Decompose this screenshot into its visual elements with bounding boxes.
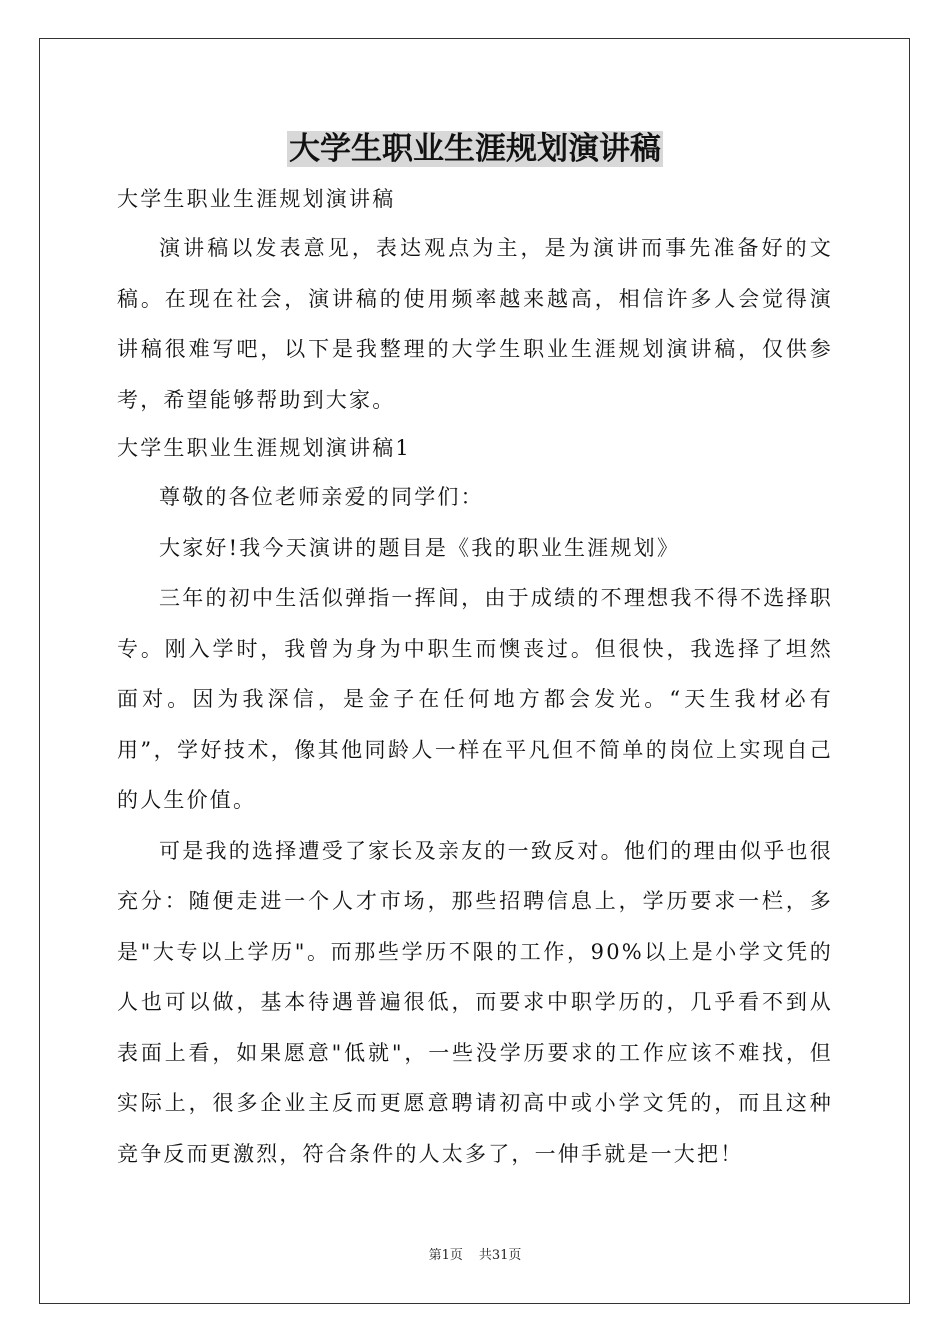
document-body [117, 176, 833, 1179]
body-paragraph: 三年的初中生活似弹指一挥间，由于成绩的不理想我不得不选择职专。刚入学时，我曾为身为中职生而懊丧过。但很快，我选择了坦然面对。因为我深信，是金子在任何地方都会发光。“天生我材必有用”，学好技术，像其他同龄人一样在平凡但不简单的岗位上实现自己的人生价值。 [117, 586, 833, 812]
page-footer [0, 1244, 950, 1263]
body-paragraph: 可是我的选择遭受了家长及亲友的一致反对。他们的理由似乎也很充分：随便走进一个人才市场，那些招聘信息上，学历要求一栏，多是"大专以上学历"。而那些学历不限的工作，90%以上是小学文凭的人也可以做，基本待遇普遍很低，而要求中职学历的，几乎看不到从表面上看，如果愿意"低就"，一些没学历要求的工作应该不难找，但实际上，很多企业主反而更愿意聘请初高中或小学文凭的，而且这种竞争反而更激烈，符合条件的人太多了，一伸手就是一大把！ [117, 838, 833, 1166]
intro-paragraph: 演讲稿以发表意见，表达观点为主，是为演讲而事先准备好的文稿。在现在社会，演讲稿的使用频率越来越高，相信许多人会觉得演讲稿很难写吧，以下是我整理的大学生职业生涯规划演讲稿，仅供参考，希望能够帮助到大家。 [117, 236, 833, 412]
page-number: 第1页 [428, 1248, 463, 1263]
section-heading: 大学生职业生涯规划演讲稿1 [117, 436, 411, 460]
salutation-paragraph: 尊敬的各位老师亲爱的同学们： [159, 485, 484, 509]
page-total: 共31页 [478, 1248, 522, 1263]
greeting-paragraph: 大家好!我今天演讲的题目是《我的职业生涯规划》 [159, 535, 681, 560]
document-title-text: 大学生职业生涯规划演讲稿 [289, 131, 661, 167]
document-title [0, 126, 950, 172]
document-subtitle: 大学生职业生涯规划演讲稿 [117, 187, 396, 211]
